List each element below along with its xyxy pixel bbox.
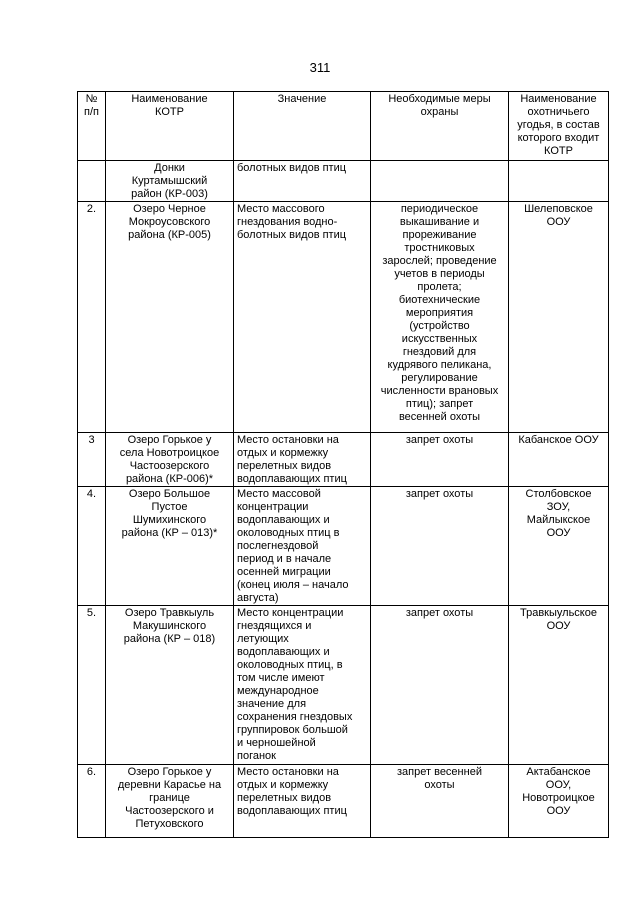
cell-value: болотных видов птиц <box>234 161 371 202</box>
cell-number: 4. <box>78 487 106 606</box>
header-number: № п/п <box>78 92 106 161</box>
cell-name: Озеро Травкыуль Макушинского района (КР – 018) <box>106 606 234 765</box>
header-hunting-ground: Наименование охотничьего угодья, в состав которого входит КОТР <box>509 92 609 161</box>
cell-value: Место массового гнездования водно- болотных видов птиц <box>234 202 371 433</box>
cell-measures: периодическое выкашивание и прореживание тростниковых зарослей; проведение учетов в периоды пролета; биотехнические мероприятия (устройство искусственных гнездовий для кудрявого пеликана, регулирование численности врановых птиц); запрет весенней охоты <box>371 202 509 433</box>
cell-name: Озеро Черное Мокроусовского района (КР-005) <box>106 202 234 433</box>
cell-measures <box>371 161 509 202</box>
cell-hunting-ground: Травкыульское ООУ <box>509 606 609 765</box>
cell-name: Озеро Горькое у села Новотроицкое Частоозерского района (КР-006)* <box>106 433 234 487</box>
cell-hunting-ground: Шелеповское ООУ <box>509 202 609 433</box>
table-row <box>78 765 609 838</box>
cell-value: Место концентрации гнездящихся и летующих водоплавающих и околоводных птиц, в том числе имеют международное значение для сохранения гнездовых группировок большой и черношейной поганок <box>234 606 371 765</box>
table-row <box>78 606 609 765</box>
table-row <box>78 161 609 202</box>
cell-name: Озеро Горькое у деревни Карасье на границе Частоозерского и Петуховского <box>106 765 234 838</box>
cell-hunting-ground <box>509 161 609 202</box>
cell-number <box>78 161 106 202</box>
cell-value: Место остановки на отдых и кормежку перелетных видов водоплавающих птиц <box>234 433 371 487</box>
cell-value: Место остановки на отдых и кормежку перелетных видов водоплавающих птиц <box>234 765 371 838</box>
cell-number: 3 <box>78 433 106 487</box>
header-value: Значение <box>234 92 371 161</box>
cell-number: 2. <box>78 202 106 433</box>
cell-name: Донки Куртамышский район (КР-003) <box>106 161 234 202</box>
cell-hunting-ground: Актабанское ООУ, Новотроицкое ООУ <box>509 765 609 838</box>
page-number: 311 <box>309 60 331 75</box>
table-header-row <box>78 92 609 161</box>
cell-measures: запрет охоты <box>371 487 509 606</box>
cell-measures: запрет охоты <box>371 606 509 765</box>
cell-measures: запрет весенней охоты <box>371 765 509 838</box>
cell-number: 5. <box>78 606 106 765</box>
cell-measures: запрет охоты <box>371 433 509 487</box>
header-name: Наименование КОТР <box>106 92 234 161</box>
cell-hunting-ground: Столбовское ЗОУ, Майлыкское ООУ <box>509 487 609 606</box>
cell-hunting-ground: Кабанское ООУ <box>509 433 609 487</box>
kotr-table <box>77 91 609 838</box>
header-measures: Необходимые меры охраны <box>371 92 509 161</box>
table-row <box>78 202 609 433</box>
cell-value: Место массовой концентрации водоплавающих и околоводных птиц в послегнездовой период и в начале осенней миграции (конец июля – начало августа) <box>234 487 371 606</box>
table-row <box>78 487 609 606</box>
cell-number: 6. <box>78 765 106 838</box>
table-row <box>78 433 609 487</box>
cell-name: Озеро Большое Пустое Шумихинского района (КР – 013)* <box>106 487 234 606</box>
